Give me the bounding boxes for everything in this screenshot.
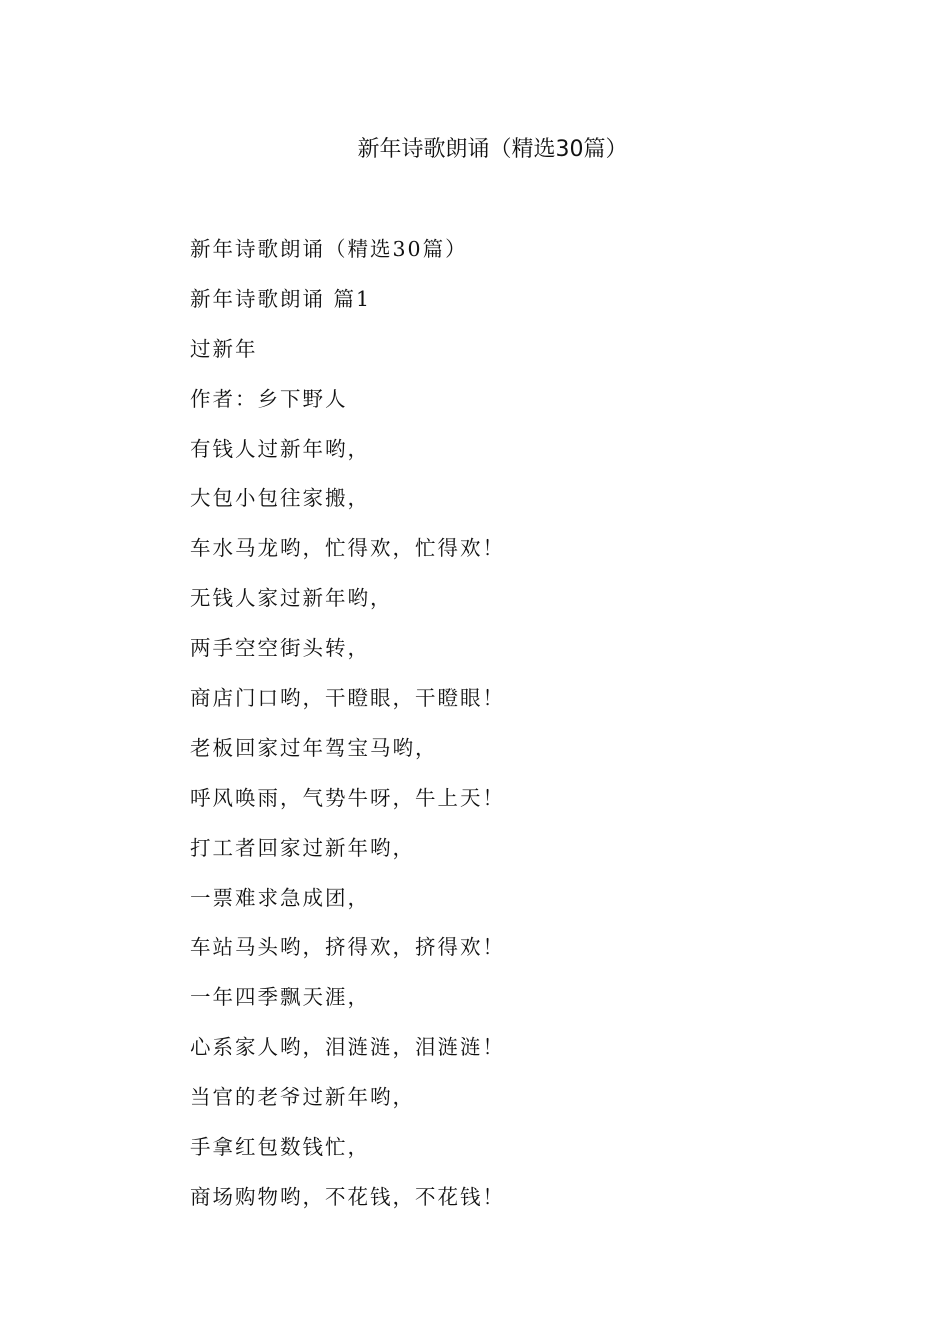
document-title: 新年诗歌朗诵（精选30篇） bbox=[357, 137, 628, 162]
poem-line: 大包小包往家搬， bbox=[190, 486, 370, 511]
poem-line: 手拿红包数钱忙， bbox=[190, 1135, 370, 1160]
poem-line: 商店门口哟，干瞪眼，干瞪眼！ bbox=[190, 686, 505, 711]
poem-line: 心系家人哟，泪涟涟，泪涟涟！ bbox=[190, 1035, 505, 1060]
poem-line: 一票难求急成团， bbox=[190, 885, 370, 910]
poem-line: 打工者回家过新年哟， bbox=[190, 835, 415, 860]
poem-line: 当官的老爷过新年哟， bbox=[190, 1085, 415, 1110]
body-line-subtitle: 新年诗歌朗诵（精选30篇） bbox=[190, 237, 468, 261]
poem-line: 一年四季飘天涯， bbox=[190, 985, 370, 1010]
poem-line: 车水马龙哟，忙得欢，忙得欢！ bbox=[190, 536, 505, 561]
poem-line: 老板回家过年驾宝马哟， bbox=[190, 735, 438, 760]
body-line-poem-title: 过新年 bbox=[190, 336, 258, 361]
poem-line: 呼风唤雨，气势牛呀，牛上天！ bbox=[190, 785, 505, 810]
poem-line: 两手空空街头转， bbox=[190, 636, 370, 661]
poem-line: 商场购物哟，不花钱，不花钱！ bbox=[190, 1184, 505, 1209]
poem-line: 无钱人家过新年哟， bbox=[190, 586, 393, 611]
body-line-section-heading: 新年诗歌朗诵 篇1 bbox=[190, 286, 372, 311]
poem-line: 有钱人过新年哟， bbox=[190, 436, 370, 461]
body-line-author: 作者：乡下野人 bbox=[190, 386, 348, 411]
document-body bbox=[190, 233, 830, 1231]
poem-line: 车站马头哟，挤得欢，挤得欢！ bbox=[190, 935, 505, 960]
